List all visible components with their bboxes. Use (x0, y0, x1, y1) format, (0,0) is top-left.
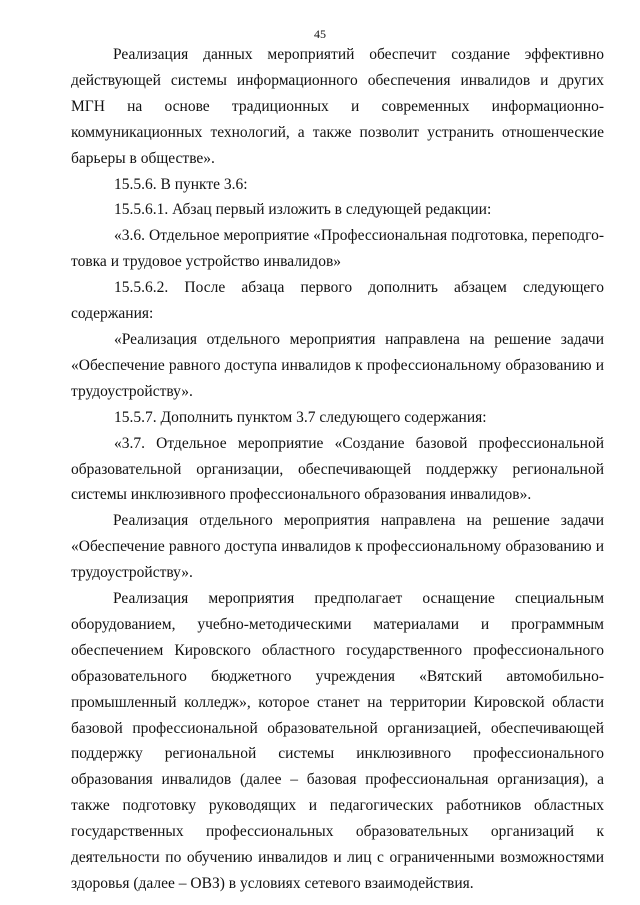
paragraph-3-6-title: «3.6. Отдельное мероприятие «Профессиональная подготовка, переподготовка и трудовое устройство инвалидов» (71, 227, 604, 271)
paragraph-intro-result: Реализация данных мероприятий обеспечит создание эффективно действующей системы информационного обеспечения инвалидов и других МГН на основе традиционных и современных информационно-коммуникационных технологий, а также позволит устранить отношенческие барьеры в обществе». (71, 46, 604, 167)
paragraph-implementation: Реализация мероприятия предполагает оснащение специальным оборудованием, учебно-методическими материалами и программным обеспечением Кировского областного государственного профессионального образовательного бюджетного учреждения «Вятский автомобильно-промышленный колледж», которое станет на территории Кировской области базовой профессиональной образовательной организацией, обеспечивающей поддержку региональной системы инклюзивного профессионального образования инвалидов (далее – базовая профессиональная организация), а также подготовку руководящих и педагогических работников областных государственных профессиональных образовательных организаций к деятельности по обучению инвалидов и лиц с ограниченными возможностями здоровья (далее – ОВЗ) в условиях сетевого взаимодействия. (71, 590, 604, 892)
paragraph-15-5-6-1: 15.5.6.1. Абзац первый изложить в следующей редакции: (114, 201, 492, 219)
paragraph-15-5-7: 15.5.7. Дополнить пунктом 3.7 следующего содержания: (114, 408, 487, 426)
paragraph-15-5-6-2: 15.5.6.2. После абзаца первого дополнить абзацем следующего содержания: (71, 279, 604, 323)
paragraph-task-quote: «Реализация отдельного мероприятия направлена на решение задачи «Обеспечение равного доступа инвалидов к профессиональному образованию и трудоустройству». (71, 330, 604, 400)
paragraph-3-7-title: «3.7. Отдельное мероприятие «Создание базовой профессиональной образовательной организации, обеспечивающей поддержку региональной системы инклюзивного профессионального образования инвалидов». (71, 434, 604, 504)
body-text (71, 42, 604, 897)
paragraph-task-direction: Реализация отдельного мероприятия направлена на решение задачи «Обеспечение равного доступа инвалидов к профессиональному образованию и трудоустройству». (71, 512, 604, 582)
page-number: 45 (314, 27, 326, 41)
paragraph-15-5-6: 15.5.6. В пункте 3.6: (114, 175, 248, 193)
